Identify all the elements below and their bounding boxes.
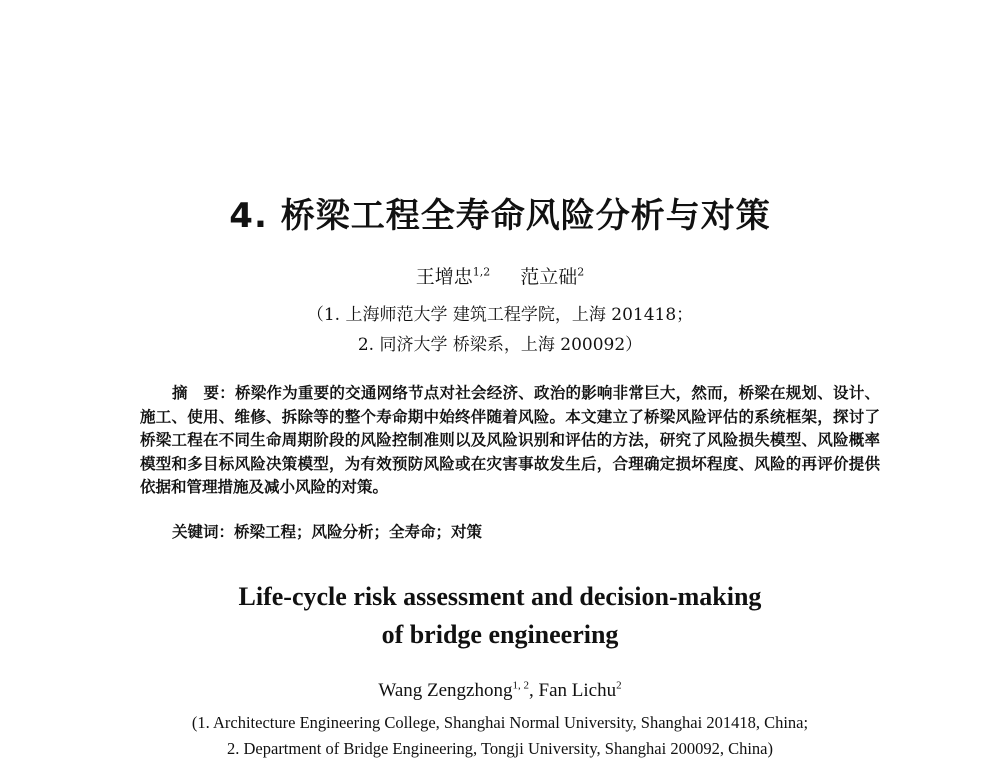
author-2-en-sup: 2: [616, 679, 622, 692]
author-1-cn-sup: 1,2: [472, 265, 491, 279]
affiliation-en-line-1: (1. Architecture Engineering College, Shanghai Normal University, Shanghai 201418, China;: [191, 713, 809, 732]
affiliation-en-line-2: 2. Department of Bridge Engineering, Tongji University, Shanghai 200092, China): [227, 739, 773, 758]
authors-en: [0, 680, 1000, 702]
title-en-line-2: of bridge engineering: [381, 620, 619, 649]
authors-cn: [0, 262, 1000, 289]
keywords-label: 关键词：: [172, 523, 235, 541]
author-2-cn: 范立础: [520, 266, 578, 288]
keywords-text: 桥梁工程；风险分析；全寿命；对策: [234, 523, 483, 541]
author-1-en-sup: 1, 2: [512, 679, 529, 692]
title-en-line-1: Life-cycle risk assessment and decision-making: [238, 582, 762, 611]
author-2-en: Fan Lichu: [538, 680, 617, 701]
affiliation-cn-line-2: 2. 同济大学 桥梁系，上海 200092）: [357, 335, 643, 355]
page-title-cn: 4. 桥梁工程全寿命风险分析与对策: [229, 196, 771, 236]
author-separator: ,: [529, 680, 539, 701]
abstract-label: 摘 要：: [172, 384, 235, 402]
keywords: [172, 520, 482, 542]
affiliation-cn-line-1: （1. 上海师范大学 建筑工程学院，上海 201418；: [306, 305, 694, 325]
author-2-cn-sup: 2: [577, 265, 585, 279]
abstract: [140, 382, 880, 500]
abstract-text: 桥梁作为重要的交通网络节点对社会经济、政治的影响非常巨大，然而，桥梁在规划、设计、施工、使用、维修、拆除等的整个寿命期中始终伴随着风险。本文建立了桥梁风险评估的系统框架，探讨了桥梁工程在不同生命周期阶段的风险控制准则以及风险识别和评估的方法，研究了风险损失模型、风险概率模型和多目标风险决策模型，为有效预防风险或在灾害事故发生后，合理确定损坏程度、风险的再评价提供依据和管理措施及减小风险的对策。: [140, 384, 880, 496]
author-1-cn: 王增忠: [415, 266, 473, 288]
author-1-en: Wang Zengzhong: [378, 680, 513, 701]
